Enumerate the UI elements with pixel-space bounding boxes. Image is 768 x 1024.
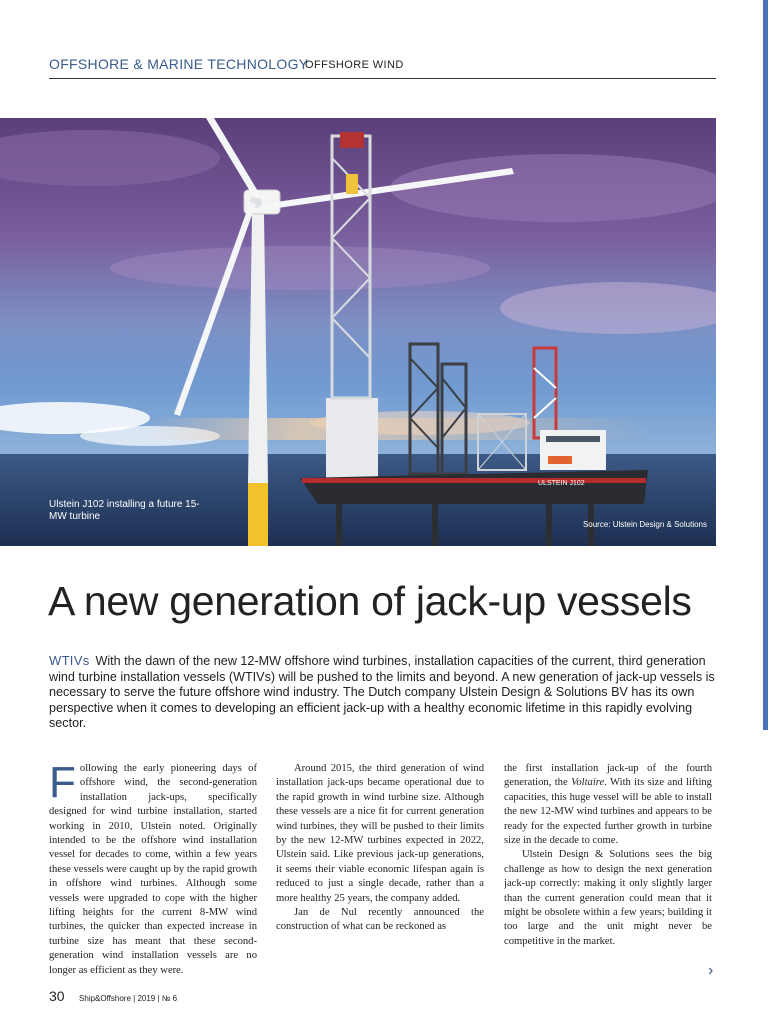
body-column-3 [504,762,712,984]
body-paragraph [49,762,257,978]
body-paragraph [504,762,712,848]
section-title: OFFSHORE & MARINE TECHNOLOGY [49,56,309,72]
lead-text: With the dawn of the new 12-MW offshore wind turbines, installation capacities of the current, third generation wind turbine installation vessels (WTIVs) will be pushed to the limits and beyond. A new generation of jack-up vessels is necessary to serve the future offshore wind industry. The Dutch company Ulstein Design & Solutions BV has its own perspective when it comes to developing an efficient jack-up with a healthy economic lifetime in this rapidly evolving sector. [49,654,715,731]
running-header [49,56,716,79]
drop-cap: F [49,762,76,807]
page-footer [49,988,177,1006]
subsection-title: OFFSHORE WIND [305,59,404,71]
article-lead [49,653,715,732]
hero-illustration [0,118,716,546]
body-paragraph: Jan de Nul recently announced the construction of what can be reckoned as [276,907,484,933]
lead-tag: WTIVs [49,653,90,668]
body-column-2 [276,762,484,984]
hero-image [0,118,716,546]
continue-arrow-icon: › [708,962,714,979]
publication-info: Ship&Offshore | 2019 | № 6 [79,994,178,1003]
page-edge-marker [763,0,768,730]
paragraph-text: . With its size and lifting capacities, this huge vessel will be able to install the new 12-MW wind turbines and appears to be ready for the expected further growth in turbine size in the decade to come. [504,777,712,847]
image-caption: Ulstein J102 installing a future 15-MW turbine [49,499,200,522]
article-headline: A new generation of jack-up vessels [48,578,692,624]
vessel-name: Voltaire [571,777,605,789]
paragraph-text: ollowing the early pioneering days of offshore wind, the second-generation installation jack-ups, specifically designed for wind turbine installation, started working in 2010, Ulstein noted. Originally intended to be the offshore wind installation vessel for decades to come, within a few years these vessels were caught up by the rapid growth in offshore wind turbines. Although some vessels were upgraded to cope with the higher lifting heights for the current 8-MW wind turbines, the quicker than expected increase in turbine size has meant that these second-generation wind installation vessels are no longer as efficient as they were. [49,763,257,976]
page-number: 30 [49,988,65,1004]
paragraph-text: the first installation jack-up of the fourth generation, the [504,763,712,789]
body-paragraph: Around 2015, the third generation of wind installation jack-ups became operational due to the rapid growth in wind turbine size. Although these vessels are a nice fit for current generation wind turbines, they will be pushed to their limits by the new 12-MW turbines expected in 2022, Ulstein said. Like previous jack-up generations, it seems their viable economic lifespan again is reduced to just a single decade, rather than a more healthy 25 years, the company added. [276,763,484,904]
body-column-1 [49,762,257,984]
image-source: Source: Ulstein Design & Solutions [582,520,707,529]
body-paragraph: Ulstein Design & Solutions sees the big challenge as how to design the next generation jack-up correctly: making it only slightly larger than the current generation could mean that it might be obsolete within a few years; building it too large and the unit might never be competitive in the market. [504,849,712,947]
hull-label: ULSTEIN J102 [538,480,585,487]
